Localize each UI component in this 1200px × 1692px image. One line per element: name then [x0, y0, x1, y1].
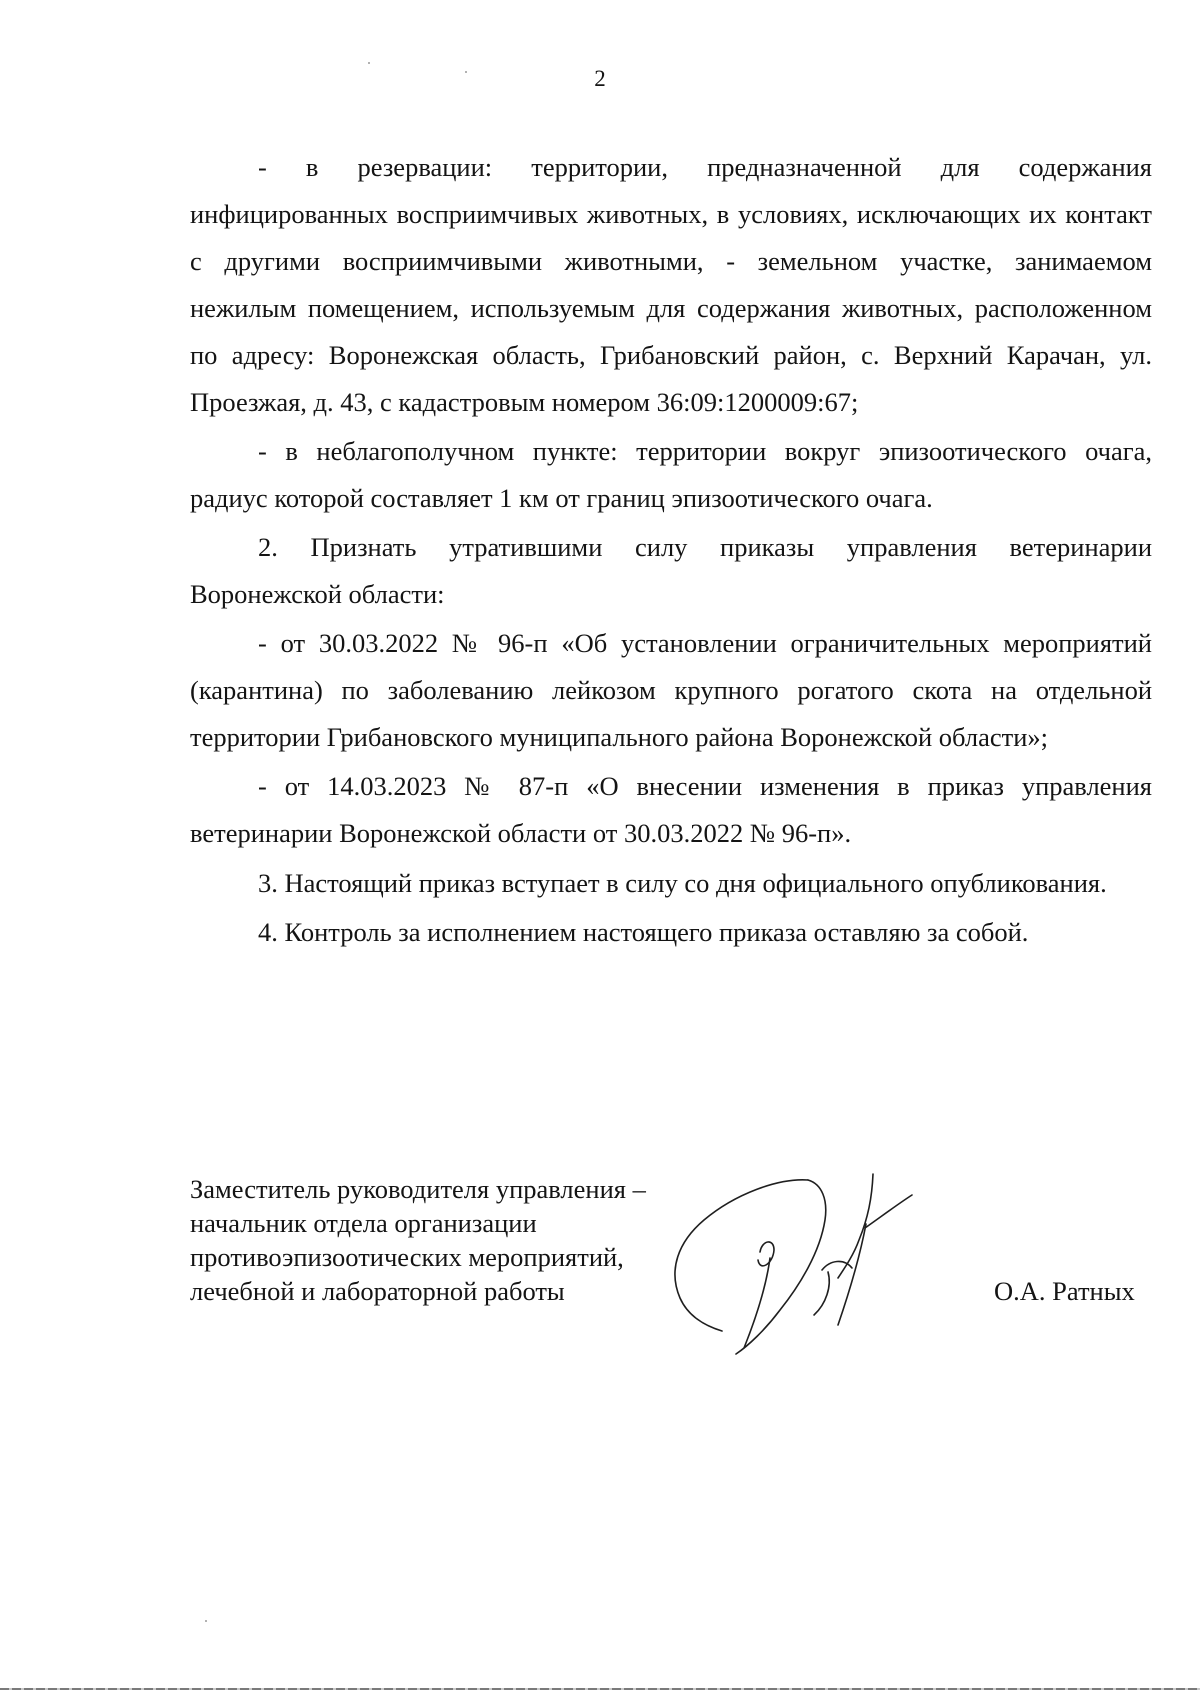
handwritten-signature — [660, 1160, 960, 1400]
paragraph-repealed-order-96: - от 30.03.2022 № 96-п «Об установлении ограничительных мероприятий (карантина) по заболеванию лейкозом крупного рогатого скота на отдельной территории Грибановского муниципального района Воронежской области»; — [190, 628, 1152, 752]
signatory-position-line: противоэпизоотических мероприятий, — [190, 1242, 624, 1272]
signatory-name: О.А. Ратных — [994, 1276, 1135, 1306]
signatory-position-line: начальник отдела организации — [190, 1208, 537, 1238]
paragraph-unfavorable-point: - в неблагополучном пункте: территории вокруг эпизоотического очага, радиус которой составляет 1 км от границ эпизоотического очага. — [190, 436, 1152, 513]
paragraph-item-3: 3. Настоящий приказ вступает в силу со дня официального опубликования. — [258, 868, 1107, 898]
scan-edge-line — [0, 1688, 1200, 1690]
signatory-position — [190, 1172, 710, 1308]
document-body — [190, 144, 1152, 956]
paragraph-reservation-zone: - в резервации: территории, предназначенной для содержания инфицированных восприимчивых животных, в условиях, исключающих их контакт с другими восприимчивыми животными, - земельном участке, занимаемом нежилым помещением, используемым для содержания животных, расположенном по адресу: Воронежская область, Грибановский район, с. Верхний Карачан, ул. Проезжая, д. 43, с кадастровым номером 36:09:1200009:67; — [190, 152, 1152, 417]
scan-speck — [465, 71, 467, 73]
page-number: 2 — [594, 66, 606, 91]
signatory-position-line: лечебной и лабораторной работы — [190, 1276, 565, 1306]
scan-speck — [368, 62, 370, 64]
signatory-position-line: Заместитель руководителя управления – — [190, 1174, 646, 1204]
scan-speck — [205, 1620, 207, 1622]
paragraph-item-2: 2. Признать утратившими силу приказы управления ветеринарии Воронежской области: — [190, 532, 1152, 609]
paragraph-repealed-order-87: - от 14.03.2023 № 87-п «О внесении изменения в приказ управления ветеринарии Воронежской области от 30.03.2022 № 96-п». — [190, 771, 1152, 848]
paragraph-item-4: 4. Контроль за исполнением настоящего приказа оставляю за собой. — [258, 917, 1029, 947]
